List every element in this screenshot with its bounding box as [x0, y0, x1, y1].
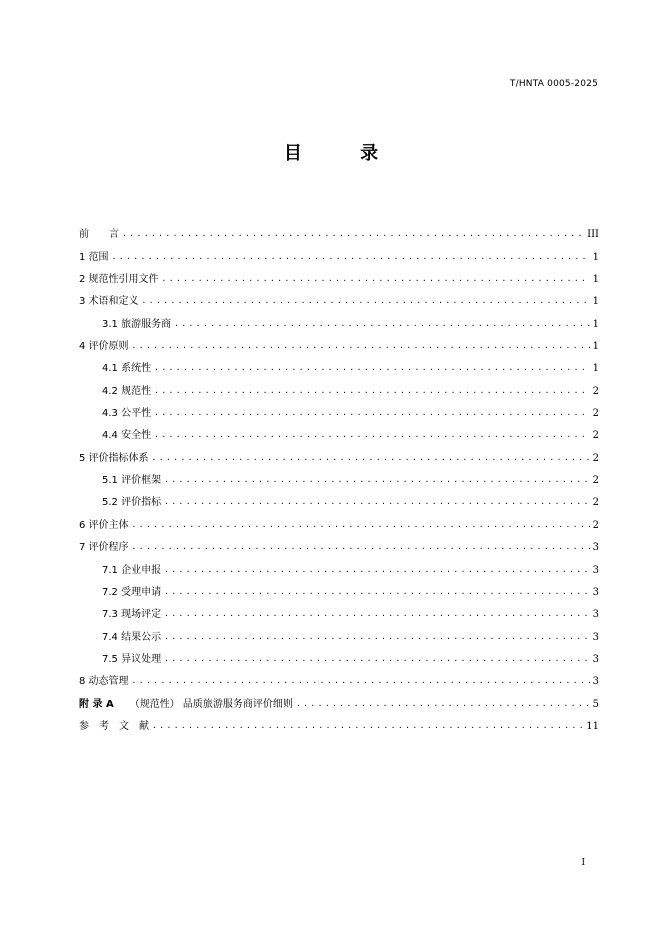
- toc-entry[interactable]: [79, 421, 599, 443]
- toc-entry[interactable]: [79, 645, 599, 667]
- toc-entry[interactable]: [79, 354, 599, 376]
- toc-entry-label: [79, 251, 109, 265]
- toc-entry-label: [79, 698, 293, 712]
- toc-entry[interactable]: [79, 220, 599, 242]
- toc-entry-title: 7.2 受理申请: [102, 586, 162, 598]
- toc-entry-label: [102, 474, 161, 488]
- toc-leader-dots: [132, 674, 590, 688]
- toc-leader-dots: [152, 451, 590, 465]
- toc-entry-title: 4.2 规范性: [102, 385, 152, 397]
- toc-entry-label: [102, 407, 151, 421]
- toc-entry-label: [102, 429, 151, 443]
- toc-entry[interactable]: [79, 578, 599, 600]
- document-code: T/HNTA 0005-2025: [509, 79, 598, 89]
- toc-leader-dots: [174, 317, 590, 331]
- toc-entry[interactable]: [79, 443, 599, 465]
- toc-entry[interactable]: [79, 488, 599, 510]
- toc-entry-title: 参 考 文 献: [79, 720, 149, 732]
- toc-entry-page: 2: [592, 519, 599, 531]
- toc-entry-label: [102, 385, 151, 399]
- toc-entry-page: 11: [586, 720, 599, 732]
- toc-entry-label: [79, 720, 149, 734]
- toc-leader-dots: [132, 339, 590, 353]
- toc-leader-dots: [164, 495, 590, 509]
- toc-entry-title: 5 评价指标体系: [79, 452, 149, 464]
- page-number: I: [581, 858, 585, 868]
- page-title: 目 录: [283, 143, 405, 164]
- toc-entry-page: 2: [592, 452, 599, 464]
- toc-entry-page: 3: [592, 609, 599, 621]
- toc-entry-label: [79, 228, 119, 242]
- toc-leader-dots: [162, 272, 590, 286]
- toc-entry-page: 1: [592, 274, 599, 286]
- toc-entry-page: 1: [592, 296, 599, 308]
- toc-leader-dots: [142, 294, 590, 308]
- toc-entry[interactable]: [79, 376, 599, 398]
- toc-entry-title: 5.2 评价指标: [102, 497, 162, 509]
- toc-entry-title: 7.1 企业申报: [102, 564, 162, 576]
- toc-entry[interactable]: [79, 533, 599, 555]
- toc-entry[interactable]: [79, 242, 599, 264]
- toc-entry-page: 1: [592, 341, 599, 353]
- toc-leader-dots: [132, 518, 590, 532]
- toc-entry-page: 1: [592, 251, 599, 263]
- toc-entry-label: [102, 631, 161, 645]
- toc-entry-title: 4.4 安全性: [102, 430, 152, 442]
- toc-entry-label: [79, 452, 149, 466]
- toc-entry[interactable]: [79, 510, 599, 532]
- toc-entry[interactable]: [79, 689, 599, 711]
- toc-entry-label: [79, 541, 129, 555]
- toc-entry-title: 6 评价主体: [79, 519, 129, 531]
- toc-entry-title: 7.5 异议处理: [102, 653, 162, 665]
- toc-leader-dots: [132, 540, 590, 554]
- toc-entry[interactable]: [79, 622, 599, 644]
- toc-entry-subtitle: （规范性） 品质旅游服务商评价细则: [129, 698, 293, 710]
- toc-entry-page: 3: [592, 676, 599, 688]
- toc-leader-dots: [154, 428, 590, 442]
- toc-entry-page: 3: [592, 586, 599, 598]
- toc-leader-dots: [122, 227, 584, 241]
- toc-entry[interactable]: [79, 600, 599, 622]
- toc-leader-dots: [112, 250, 590, 264]
- toc-entry-title: 附 录 A: [79, 698, 114, 710]
- toc-entry-label: [79, 273, 159, 287]
- toc-entry-title: 7 评价程序: [79, 542, 129, 554]
- toc-entry-title: 5.1 评价框架: [102, 475, 162, 487]
- toc-entry-page: 1: [592, 318, 599, 330]
- toc-leader-dots: [164, 607, 590, 621]
- toc-entry[interactable]: [79, 287, 599, 309]
- toc-entry-page: 5: [592, 698, 599, 710]
- toc-leader-dots: [152, 719, 583, 733]
- toc-entry-page: 3: [592, 653, 599, 665]
- toc-entry-title: 前 言: [79, 229, 119, 241]
- toc-entry-page: 3: [592, 631, 599, 643]
- toc-entry-label: [79, 340, 129, 354]
- toc-leader-dots: [154, 406, 590, 420]
- toc-entry-page: 2: [592, 385, 599, 397]
- toc-entry-page: 2: [592, 408, 599, 420]
- toc-entry-page: 1: [592, 363, 599, 375]
- toc-entry-title: 8 动态管理: [79, 676, 129, 688]
- toc-entry-page: 2: [592, 475, 599, 487]
- toc-entry-title: 3 术语和定义: [79, 296, 139, 308]
- table-of-contents: [79, 220, 599, 734]
- toc-leader-dots: [154, 384, 590, 398]
- toc-entry-label: [102, 564, 161, 578]
- toc-entry-label: [102, 362, 151, 376]
- toc-leader-dots: [164, 563, 590, 577]
- toc-entry[interactable]: [79, 555, 599, 577]
- toc-entry[interactable]: [79, 712, 599, 734]
- toc-entry-page: 2: [592, 430, 599, 442]
- toc-leader-dots: [164, 473, 590, 487]
- toc-entry-label: [102, 586, 161, 600]
- toc-entry-title: 2 规范性引用文件: [79, 274, 159, 286]
- toc-entry-label: [79, 295, 139, 309]
- toc-entry[interactable]: [79, 309, 599, 331]
- toc-entry-page: 2: [592, 497, 599, 509]
- toc-entry[interactable]: [79, 265, 599, 287]
- toc-leader-dots: [154, 361, 590, 375]
- toc-leader-dots: [164, 652, 590, 666]
- toc-entry-label: [102, 608, 161, 622]
- toc-entry-label: [102, 653, 161, 667]
- toc-leader-dots: [164, 585, 590, 599]
- toc-entry-title: 7.4 结果公示: [102, 631, 162, 643]
- toc-entry-label: [102, 318, 171, 332]
- toc-entry[interactable]: [79, 399, 599, 421]
- toc-entry-title: 3.1 旅游服务商: [102, 318, 172, 330]
- toc-entry-label: [102, 496, 161, 510]
- toc-entry-page: 3: [592, 542, 599, 554]
- toc-entry-page: 3: [592, 564, 599, 576]
- toc-leader-dots: [296, 697, 590, 711]
- toc-entry-label: [79, 675, 129, 689]
- toc-entry-page: III: [587, 229, 599, 241]
- toc-entry[interactable]: [79, 667, 599, 689]
- toc-leader-dots: [164, 630, 590, 644]
- toc-entry-title: 4 评价原则: [79, 341, 129, 353]
- toc-entry-title: 4.1 系统性: [102, 363, 152, 375]
- toc-entry-title: 7.3 现场评定: [102, 609, 162, 621]
- toc-entry[interactable]: [79, 466, 599, 488]
- toc-entry[interactable]: [79, 332, 599, 354]
- toc-entry-title: 4.3 公平性: [102, 408, 152, 420]
- toc-entry-label: [79, 519, 129, 533]
- toc-entry-title: 1 范围: [79, 251, 109, 263]
